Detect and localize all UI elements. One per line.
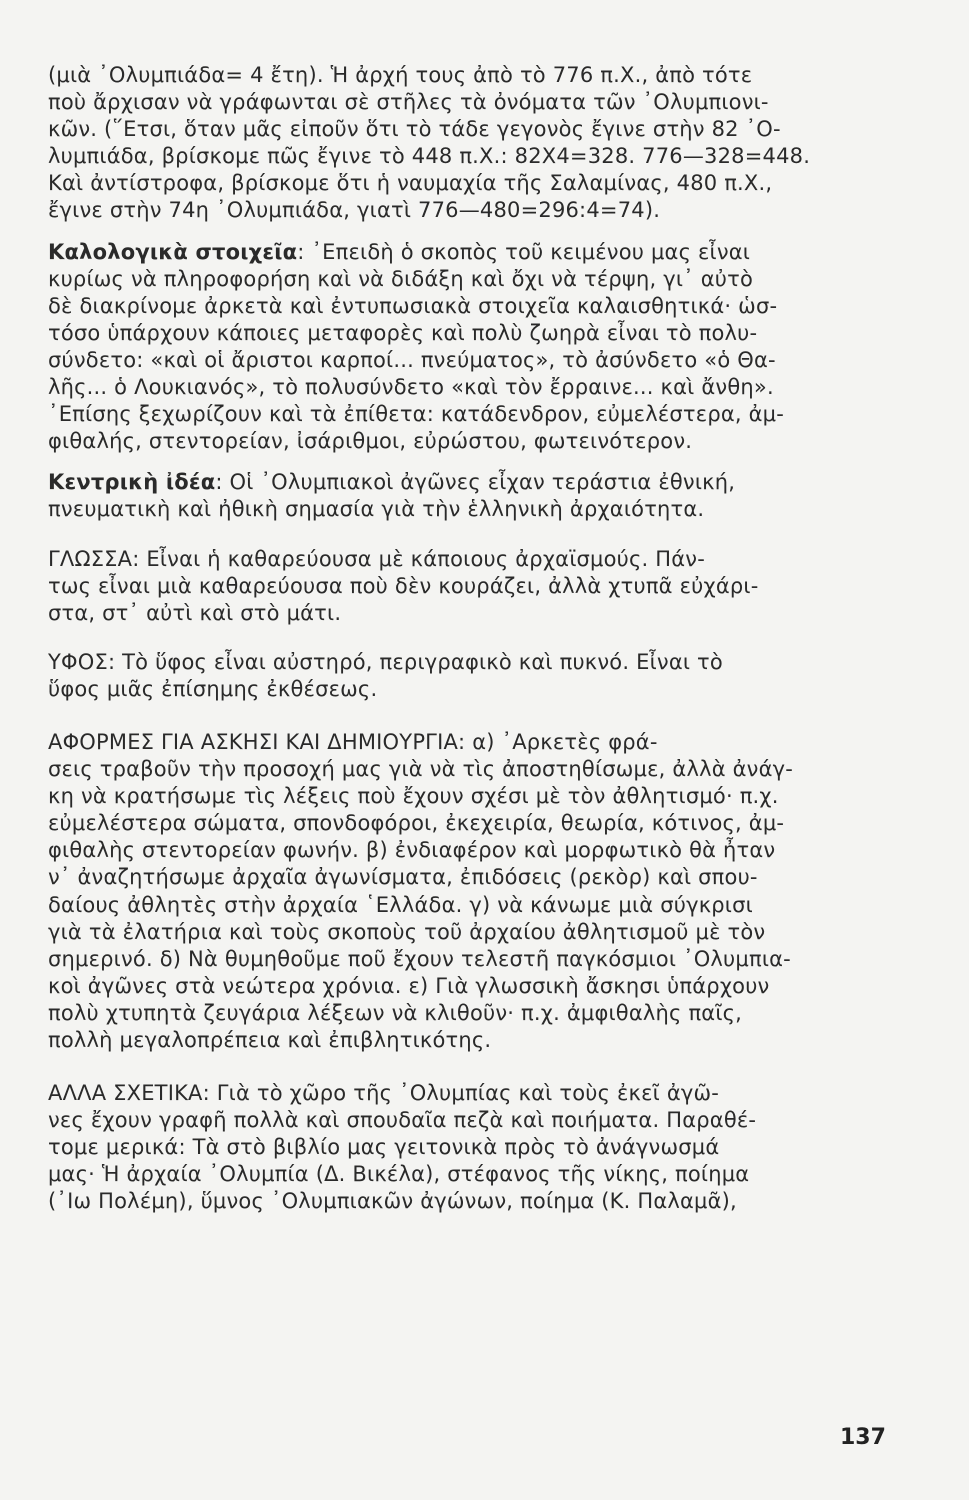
- text-line: ὕφος μιᾶς ἐπίσημης ἐκθέσεως.: [48, 676, 378, 701]
- text-line: μας· Ἡ ἀρχαία ᾿Ολυμπία (Δ. Βικέλα), στέφανος τῆς νίκης, ποίημα: [48, 1162, 750, 1187]
- text-line: ἔγινε στὴν 74η ᾿Ολυμπιάδα, γιατὶ 776—480=296:4=74).: [48, 198, 661, 223]
- section-related: [48, 1080, 896, 1215]
- text-line: λῆς... ὁ Λουκιανός», τὸ πολυσύνδετο «καὶ τὸν ἔρραινε... καὶ ἄνθη».: [48, 375, 774, 400]
- text-line: : Εἶναι ἡ καθαρεύουσα μὲ κάποιους ἀρχαϊσμούς. Πάν-: [132, 546, 705, 571]
- text-line: νες ἔχουν γραφῆ πολλὰ καὶ σπουδαῖα πεζὰ καὶ ποιήματα. Παραθέ-: [48, 1108, 757, 1133]
- text-line: : ᾿Επειδὴ ὁ σκοπὸς τοῦ κειμένου μας εἶναι: [297, 239, 751, 264]
- text-line: λυμπιάδα, βρίσκομε πῶς ἔγινε τὸ 448 π.Χ.: 82Χ4=328. 776—328=448.: [48, 144, 811, 169]
- text-line: (᾿Ιω Πολέμη), ὕμνος ᾿Ολυμπιακῶν ἀγώνων, ποίημα (Κ. Παλαμᾶ),: [48, 1189, 737, 1214]
- section-heading: Κεντρικὴ ἰδέα: [48, 470, 216, 495]
- section-heading: ΥΦΟΣ: [48, 649, 108, 674]
- section-language: [48, 546, 896, 627]
- text-line: : Οἱ ᾿Ολυμπιακοὶ ἀγῶνες εἶχαν τεράστια ἐθνική,: [215, 470, 736, 495]
- section-exercises: [48, 729, 896, 1054]
- text-line: : Γιὰ τὸ χῶρο τῆς ᾿Ολυμπίας καὶ τοὺς ἐκεῖ ἀγῶ-: [202, 1081, 720, 1106]
- page-number: 137: [840, 1425, 886, 1450]
- section-style: [48, 649, 896, 703]
- text-line: πολλὴ μεγαλοπρέπεια καὶ ἐπιβλητικότης.: [48, 1028, 492, 1052]
- text-line: κοὶ ἀγῶνες στὰ νεώτερα χρόνια. ε) Γιὰ γλωσσικὴ ἄσκησι ὑπάρχουν: [48, 973, 770, 998]
- text-line: κῶν. (῞Ετσι, ὅταν μᾶς εἰποῦν ὅτι τὸ τάδε γεγονὸς ἔγινε στὴν 82 ᾿Ο-: [48, 117, 781, 142]
- section-central-idea: [48, 469, 896, 523]
- section-aesthetics: [48, 239, 896, 456]
- text-line: εὐμελέστερα σώματα, σπονδοφόροι, ἐκεχειρία, θεωρία, κότινος, ἀμ-: [48, 811, 785, 836]
- text-line: : Τὸ ὕφος εἶναι αὐστηρό, περιγραφικὸ καὶ πυκνό. Εἶναι τὸ: [107, 649, 723, 674]
- text-line: Καὶ ἀντίστροφα, βρίσκομε ὅτι ἡ ναυμαχία τῆς Σαλαμίνας, 480 π.Χ.,: [48, 171, 773, 196]
- text-line: τως εἶναι μιὰ καθαρεύουσα ποὺ δὲν κουράζει, ἀλλὰ χτυπᾶ εὐχάρι-: [48, 573, 759, 598]
- text-line: στα, στ᾿ αὐτὶ καὶ στὸ μάτι.: [48, 600, 342, 625]
- text-line: κη νὰ κρατήσωμε τὶς λέξεις ποὺ ἔχουν σχέσι μὲ τὸν ἀθλητισμό· π.χ.: [48, 784, 779, 809]
- page-body: [48, 62, 896, 1216]
- text-line: ᾿Επίσης ξεχωρίζουν καὶ τὰ ἐπίθετα: κατάδενδρον, εὐμελέστερα, ἀμ-: [48, 402, 785, 427]
- section-heading: ΑΛΛΑ ΣΧΕΤΙΚΑ: [48, 1081, 203, 1106]
- section-heading: Καλολογικὰ στοιχεῖα: [48, 239, 298, 264]
- text-line: : α) ᾿Αρκετὲς φρά-: [458, 729, 658, 754]
- text-line: ν᾿ ἀναζητήσωμε ἀρχαῖα ἀγωνίσματα, ἐπιδόσεις (ρεκὸρ) καὶ σπου-: [48, 865, 758, 890]
- text-line: φιθαλὴς στεντορείαν φωνήν. β) ἐνδιαφέρον καὶ μορφωτικὸ θὰ ἦταν: [48, 838, 776, 863]
- text-line: γιὰ τὰ ἐλατήρια καὶ τοὺς σκοποὺς τοῦ ἀρχαίου ἀθλητισμοῦ μὲ τὸν: [48, 919, 766, 944]
- text-line: φιθαλής, στεντορείαν, ἰσάριθμοι, εὐρώστου, φωτεινότερον.: [48, 429, 693, 454]
- paragraph-olympiad-dating: [48, 62, 896, 225]
- text-line: τομε μερικά: Τὰ στὸ βιβλίο μας γειτονικὰ πρὸς τὸ ἀνάγνωσμά: [48, 1135, 720, 1160]
- text-line: σημερινό. δ) Νὰ θυμηθοῦμε ποῦ ἔχουν τελεστῆ παγκόσμιοι ᾿Ολυμπια-: [48, 946, 791, 971]
- text-line: κυρίως νὰ πληροφορήση καὶ νὰ διδάξη καὶ ὄχι νὰ τέρψη, γι᾿ αὐτὸ: [48, 266, 754, 291]
- text-line: σεις τραβοῦν τὴν προσοχή μας γιὰ νὰ τὶς ἀποστηθίσωμε, ἀλλὰ ἀνάγ-: [48, 757, 794, 782]
- text-line: σύνδετο: «καὶ οἱ ἄριστοι καρποί... πνεύματος», τὸ ἀσύνδετο «ὁ Θα-: [48, 347, 776, 372]
- text-line: δὲ διακρίνομε ἀρκετὰ καὶ ἐντυπωσιακὰ στοιχεῖα καλαισθητικά· ὡσ-: [48, 293, 778, 318]
- text-line: (μιὰ ᾿Ολυμπιάδα= 4 ἔτη). Ἡ ἀρχή τους ἀπὸ τὸ 776 π.Χ., ἀπὸ τότε: [48, 63, 753, 87]
- text-line: τόσο ὑπάρχουν κάποιες μεταφορὲς καὶ πολὺ ζωηρὰ εἶναι τὸ πολυ-: [48, 320, 758, 345]
- text-line: ποὺ ἄρχισαν νὰ γράφωνται σὲ στῆλες τὰ ὀνόματα τῶν ᾿Ολυμπιονι-: [48, 90, 769, 115]
- text-line: πολὺ χτυπητὰ ζευγάρια λέξεων νὰ κλιθοῦν· π.χ. ἀμφιθαλὴς παῖς,: [48, 1000, 743, 1025]
- section-heading: ΑΦΟΡΜΕΣ ΓΙΑ ΑΣΚΗΣΙ ΚΑΙ ΔΗΜΙΟΥΡΓΙΑ: [48, 729, 459, 754]
- section-heading: ΓΛΩΣΣΑ: [48, 546, 133, 571]
- text-line: πνευματικὴ καὶ ἠθικὴ σημασία γιὰ τὴν ἑλληνικὴ ἀρχαιότητα.: [48, 497, 705, 522]
- text-line: δαίους ἀθλητὲς στὴν ἀρχαία ῾Ελλάδα. γ) νὰ κάνωμε μιὰ σύγκρισι: [48, 892, 753, 917]
